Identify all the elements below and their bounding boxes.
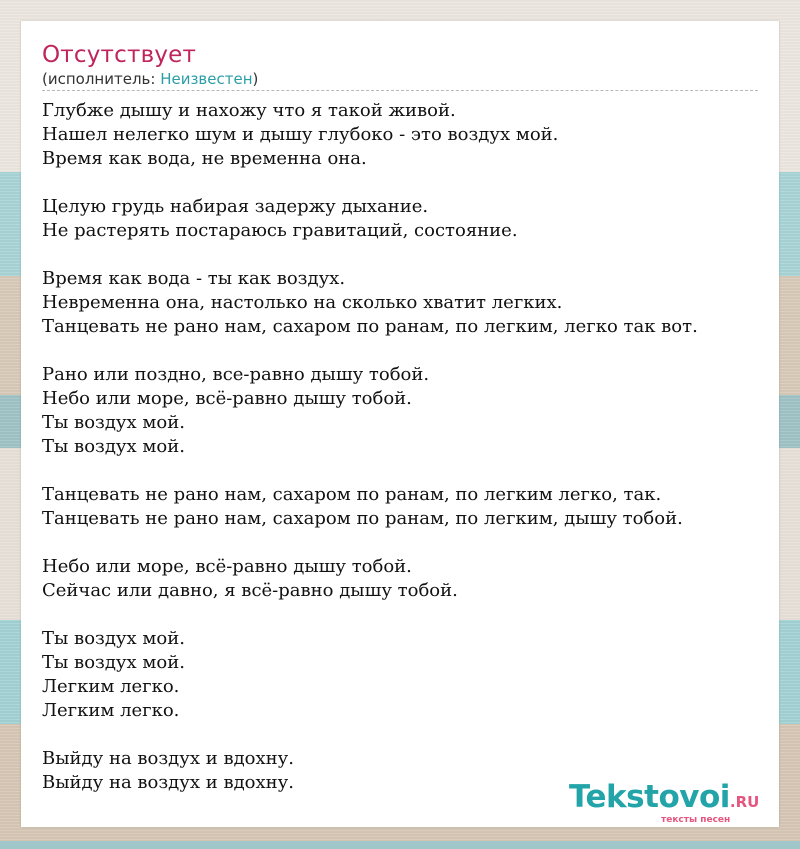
lyric-line: Ты воздух мой. [42,412,185,433]
stanza-gap [42,459,777,483]
lyric-line: Время как вода - ты как воздух. [42,268,346,289]
artist-line [42,70,258,88]
lyric-line: Выйду на воздух и вдохну. [42,772,294,793]
lyric-line: Танцевать не рано нам, сахаром по ранам, по легким, дышу тобой. [42,508,683,529]
stanza-gap [42,243,777,267]
lyric-line: Невременна она, настолько на сколько хватит легких. [42,292,563,313]
logo-tagline: тексты песен [661,815,731,825]
logo-wordmark [569,779,759,815]
lyric-line: Время как вода, не временна она. [42,148,367,169]
lyric-line: Легким легко. [42,676,180,697]
bottom-strip [0,841,800,849]
site-logo[interactable] [569,779,774,827]
lyric-line: Танцевать не рано нам, сахаром по ранам, по легким, легко так вот. [42,316,698,337]
stanza-gap [42,723,777,747]
lyric-line: Глубже дышу и нахожу что я такой живой. [42,100,456,121]
artist-link[interactable]: Неизвестен [160,70,253,88]
logo-main-text: Tekstovoi [569,779,730,815]
lyric-line: Небо или море, всё-равно дышу тобой. [42,556,412,577]
logo-domain: .RU [729,793,760,811]
lyric-line: Нашел нелегко шум и дышу глубоко - это воздух мой. [42,124,559,145]
lyric-line: Легким легко. [42,700,180,721]
lyric-line: Ты воздух мой. [42,436,185,457]
stanza-gap [42,531,777,555]
stanza-gap [42,603,777,627]
artist-prefix: (исполнитель: [42,70,161,88]
title-divider [42,90,758,91]
lyric-line: Небо или море, всё-равно дышу тобой. [42,388,412,409]
lyric-line: Танцевать не рано нам, сахаром по ранам, по легким легко, так. [42,484,662,505]
lyric-line: Рано или поздно, все-равно дышу тобой. [42,364,430,385]
lyric-line: Сейчас или давно, я всё-равно дышу тобой. [42,580,458,601]
lyric-line: Не растерять постараюсь гравитаций, состояние. [42,220,518,241]
lyric-line: Ты воздух мой. [42,628,185,649]
lyric-line: Выйду на воздух и вдохну. [42,748,294,769]
artist-suffix: ) [252,70,259,88]
song-title: Отсутствует [42,42,197,68]
lyrics-text [42,99,777,795]
stanza-gap [42,339,777,363]
lyrics-card [21,21,779,827]
stanza-gap [42,171,777,195]
lyric-line: Целую грудь набирая задержу дыхание. [42,196,429,217]
lyric-line: Ты воздух мой. [42,652,185,673]
